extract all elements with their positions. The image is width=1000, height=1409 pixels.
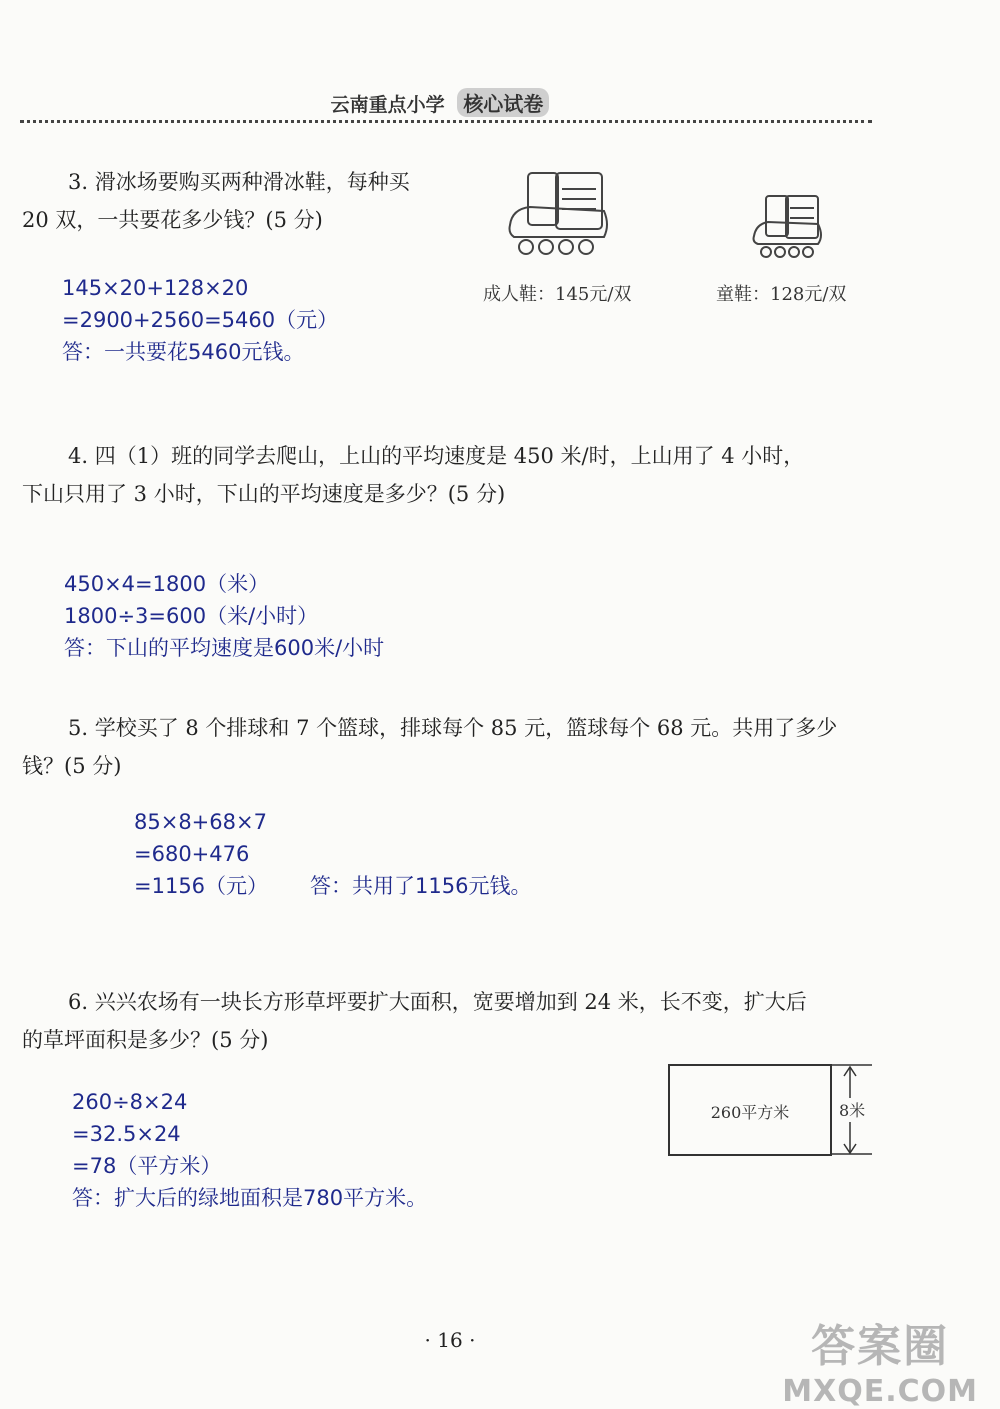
- page-number: · 16 ·: [424, 1328, 476, 1352]
- q6-line2: 的草坪面积是多少？(5 分): [22, 1028, 269, 1052]
- q3-answer-line3: 答：一共要花5460元钱。: [62, 340, 305, 364]
- child-skate-caption: 童鞋：128元/双: [716, 284, 847, 305]
- lawn-area-label: 260平方米: [710, 1103, 790, 1122]
- q5-line2: 钱？(5 分): [22, 754, 122, 778]
- q3-line2: 20 双，一共要花多少钱？(5 分): [22, 208, 323, 232]
- q4-line1: 4. 四（1）班的同学去爬山，上山的平均速度是 450 米/时，上山用了 4 小时，: [68, 444, 805, 468]
- watermark-logo: [782, 1310, 978, 1409]
- q6-answer-line1: 260÷8×24: [72, 1090, 188, 1114]
- watermark-line1: 答案圈: [811, 1321, 950, 1372]
- q4-answer-line2: 1800÷3=600（米/小时）: [64, 604, 319, 628]
- page-header: [0, 88, 880, 117]
- lawn-rectangle: [668, 1064, 832, 1156]
- q6-answer-line3: =78（平方米）: [72, 1154, 222, 1178]
- q4-answer-line1: 450×4=1800（米）: [64, 572, 270, 596]
- q6-line1: 6. 兴兴农场有一块长方形草坪要扩大面积，宽要增加到 24 米，长不变，扩大后: [68, 990, 807, 1014]
- header-divider: [20, 120, 872, 123]
- child-skate-icon: [748, 190, 828, 266]
- width-label: 8米: [839, 1101, 866, 1120]
- q6-answer-line2: =32.5×24: [72, 1122, 181, 1146]
- q6-answer-line4: 答：扩大后的绿地面积是780平方米。: [72, 1186, 428, 1210]
- adult-skate-icon: [500, 165, 620, 265]
- q5-line1: 5. 学校买了 8 个排球和 7 个篮球，排球每个 85 元，篮球每个 68 元。共用了多少: [68, 716, 838, 740]
- q3-line1: 3. 滑冰场要购买两种滑冰鞋，每种买: [68, 170, 410, 194]
- q5-answer-line2: =680+476: [134, 842, 250, 866]
- header-tag: 核心试卷: [457, 88, 549, 117]
- adult-skate-caption: 成人鞋：145元/双: [483, 284, 632, 305]
- q5-answer-line1: 85×8+68×7: [134, 810, 267, 834]
- header-title: 云南重点小学: [330, 94, 445, 116]
- q5-answer-final: 答：共用了1156元钱。: [310, 874, 532, 898]
- q3-answer-line1: 145×20+128×20: [62, 276, 249, 300]
- watermark-line2: MXQE.COM: [782, 1374, 978, 1409]
- q4-answer-line3: 答：下山的平均速度是600米/小时: [64, 636, 385, 660]
- q4-line2: 下山只用了 3 小时，下山的平均速度是多少？(5 分): [22, 482, 506, 506]
- q3-answer-line2: =2900+2560=5460（元）: [62, 308, 339, 332]
- q5-answer-line3: =1156（元）: [134, 874, 269, 898]
